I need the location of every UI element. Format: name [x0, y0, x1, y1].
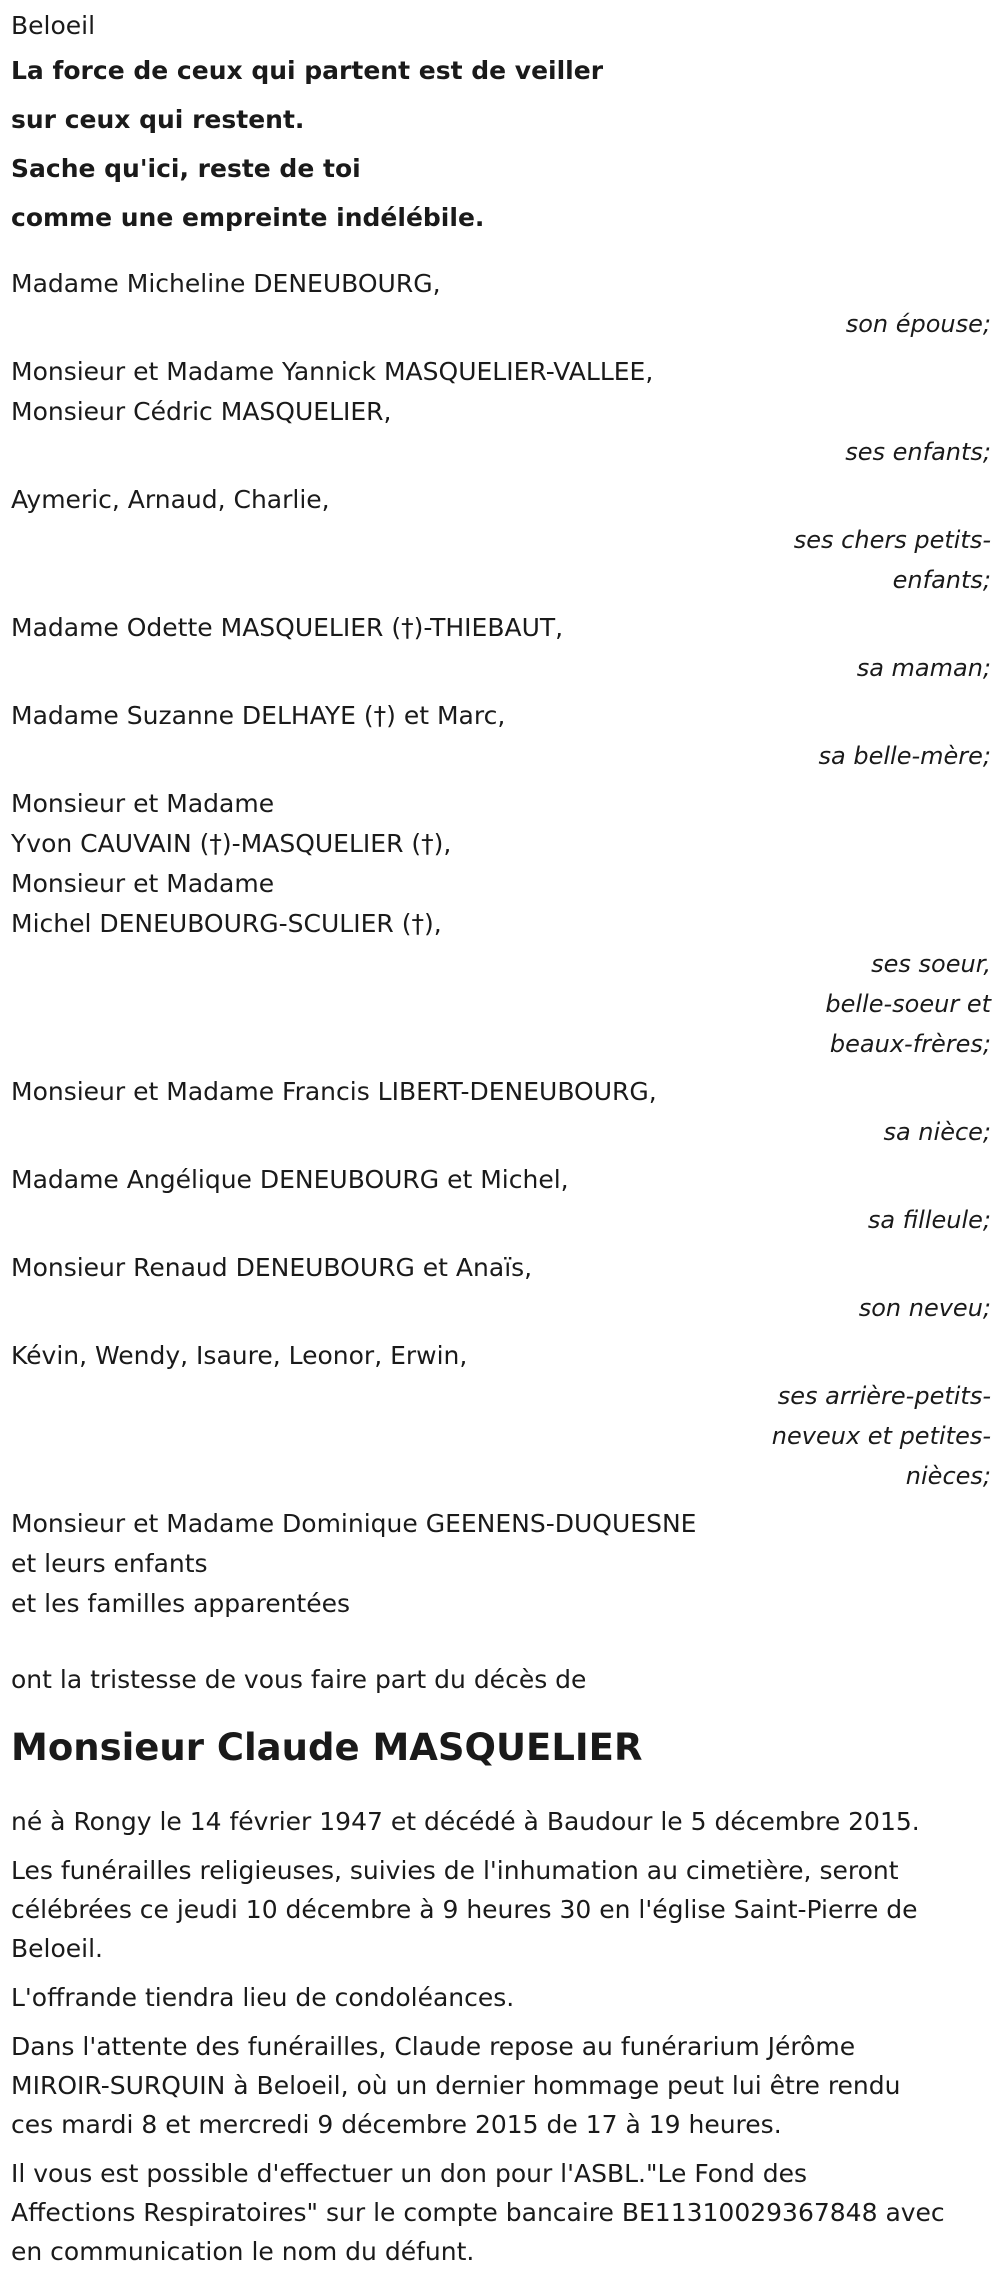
relation-line: son épouse;	[845, 310, 991, 338]
family-relation	[11, 1112, 991, 1152]
family-entry	[11, 1072, 991, 1152]
family-names	[11, 1160, 991, 1200]
relation-line: neveux et petites-	[771, 1422, 991, 1450]
family-name-line: Madame Suzanne DELHAYE (†) et Marc,	[11, 701, 506, 730]
family-name-line: Madame Angélique DENEUBOURG et Michel,	[11, 1165, 569, 1194]
paragraph-line: Affections Respiratoires" sur le compte bancaire BE11310029367848 avec	[11, 2198, 945, 2227]
family-relation	[11, 736, 991, 776]
relation-line: nièces;	[905, 1462, 991, 1490]
poem-line: comme une empreinte indélébile.	[11, 203, 485, 232]
family-names	[11, 784, 991, 944]
relation-line: ses enfants;	[845, 438, 991, 466]
family-name-line: Kévin, Wendy, Isaure, Leonor, Erwin,	[11, 1341, 468, 1370]
family-relation	[11, 944, 991, 1064]
detail-paragraph	[11, 1851, 1000, 1968]
family-entry	[11, 1160, 991, 1240]
family-name-line: Monsieur Renaud DENEUBOURG et Anaïs,	[11, 1253, 533, 1282]
detail-paragraph	[11, 1978, 1000, 2017]
relation-line: sa filleule;	[867, 1206, 991, 1234]
paragraph-line: Beloeil.	[11, 1934, 103, 1963]
family-name-line: Monsieur et Madame Yannick MASQUELIER-VALLEE,	[11, 357, 654, 386]
paragraph-line: Dans l'attente des funérailles, Claude repose au funérarium Jérôme	[11, 2032, 856, 2061]
closing-names	[11, 1504, 1000, 1624]
poem	[11, 46, 1000, 242]
announcement-text: ont la tristesse de vous faire part du décès de	[11, 1665, 587, 1694]
family-names	[11, 1072, 991, 1112]
family-list	[11, 264, 991, 1496]
family-entry	[11, 1336, 991, 1496]
relation-line: sa belle-mère;	[818, 742, 991, 770]
family-names	[11, 352, 991, 432]
detail-paragraph	[11, 2154, 1000, 2271]
deceased-name: Monsieur Claude MASQUELIER	[11, 1726, 643, 1769]
family-relation	[11, 648, 991, 688]
relation-line: sa nièce;	[883, 1118, 991, 1146]
family-names	[11, 480, 991, 520]
paragraph-line: célébrées ce jeudi 10 décembre à 9 heures 30 en l'église Saint-Pierre de	[11, 1895, 918, 1924]
details-section	[11, 1802, 1000, 2271]
family-relation	[11, 304, 991, 344]
family-name-line: Yvon CAUVAIN (†)-MASQUELIER (†),	[11, 829, 452, 858]
relation-line: ses chers petits-	[793, 526, 991, 554]
family-name-line: Madame Micheline DENEUBOURG,	[11, 269, 441, 298]
detail-paragraph	[11, 2027, 1000, 2144]
family-name-line: Monsieur et Madame Francis LIBERT-DENEUBOURG,	[11, 1077, 657, 1106]
family-relation	[11, 1200, 991, 1240]
relation-line: ses soeur,	[871, 950, 991, 978]
family-relation	[11, 1376, 991, 1496]
relation-line: beaux-frères;	[829, 1030, 991, 1058]
family-entry	[11, 352, 991, 472]
family-entry	[11, 784, 991, 1064]
relation-line: son neveu;	[858, 1294, 991, 1322]
closing-name-line: et leurs enfants	[11, 1549, 208, 1578]
family-relation	[11, 520, 991, 600]
relation-line: sa maman;	[856, 654, 991, 682]
paragraph-line: L'offrande tiendra lieu de condoléances.	[11, 1983, 515, 2012]
family-entry	[11, 608, 991, 688]
closing-name-line: Monsieur et Madame Dominique GEENENS-DUQUESNE	[11, 1509, 697, 1538]
paragraph-line: ces mardi 8 et mercredi 9 décembre 2015 de 17 à 19 heures.	[11, 2110, 782, 2139]
paragraph-line: né à Rongy le 14 février 1947 et décédé à Baudour le 5 décembre 2015.	[11, 1807, 920, 1836]
family-name-line: Monsieur et Madame	[11, 869, 275, 898]
family-name-line: Michel DENEUBOURG-SCULIER (†),	[11, 909, 442, 938]
family-entry	[11, 696, 991, 776]
family-names	[11, 608, 991, 648]
paragraph-line: Les funérailles religieuses, suivies de l'inhumation au cimetière, seront	[11, 1856, 899, 1885]
family-entry	[11, 264, 991, 344]
town-name: Beloeil	[11, 11, 96, 40]
family-name-line: Aymeric, Arnaud, Charlie,	[11, 485, 330, 514]
paragraph-line: Il vous est possible d'effectuer un don pour l'ASBL."Le Fond des	[11, 2159, 808, 2188]
relation-line: belle-soeur et	[825, 990, 991, 1018]
family-names	[11, 1248, 991, 1288]
relation-line: ses arrière-petits-	[777, 1382, 991, 1410]
family-entry	[11, 480, 991, 600]
poem-line: sur ceux qui restent.	[11, 105, 305, 134]
family-entry	[11, 1248, 991, 1328]
closing-name-line: et les familles apparentées	[11, 1589, 351, 1618]
family-names	[11, 1336, 991, 1376]
family-name-line: Madame Odette MASQUELIER (†)-THIEBAUT,	[11, 613, 564, 642]
family-relation	[11, 1288, 991, 1328]
family-names	[11, 264, 991, 304]
relation-line: enfants;	[892, 566, 991, 594]
family-name-line: Monsieur Cédric MASQUELIER,	[11, 397, 392, 426]
poem-line: Sache qu'ici, reste de toi	[11, 154, 361, 183]
family-names	[11, 696, 991, 736]
paragraph-line: en communication le nom du défunt.	[11, 2237, 475, 2266]
poem-line: La force de ceux qui partent est de veiller	[11, 56, 604, 85]
family-name-line: Monsieur et Madame	[11, 789, 275, 818]
family-relation	[11, 432, 991, 472]
paragraph-line: MIROIR-SURQUIN à Beloeil, où un dernier hommage peut lui être rendu	[11, 2071, 901, 2100]
detail-paragraph	[11, 1802, 1000, 1841]
